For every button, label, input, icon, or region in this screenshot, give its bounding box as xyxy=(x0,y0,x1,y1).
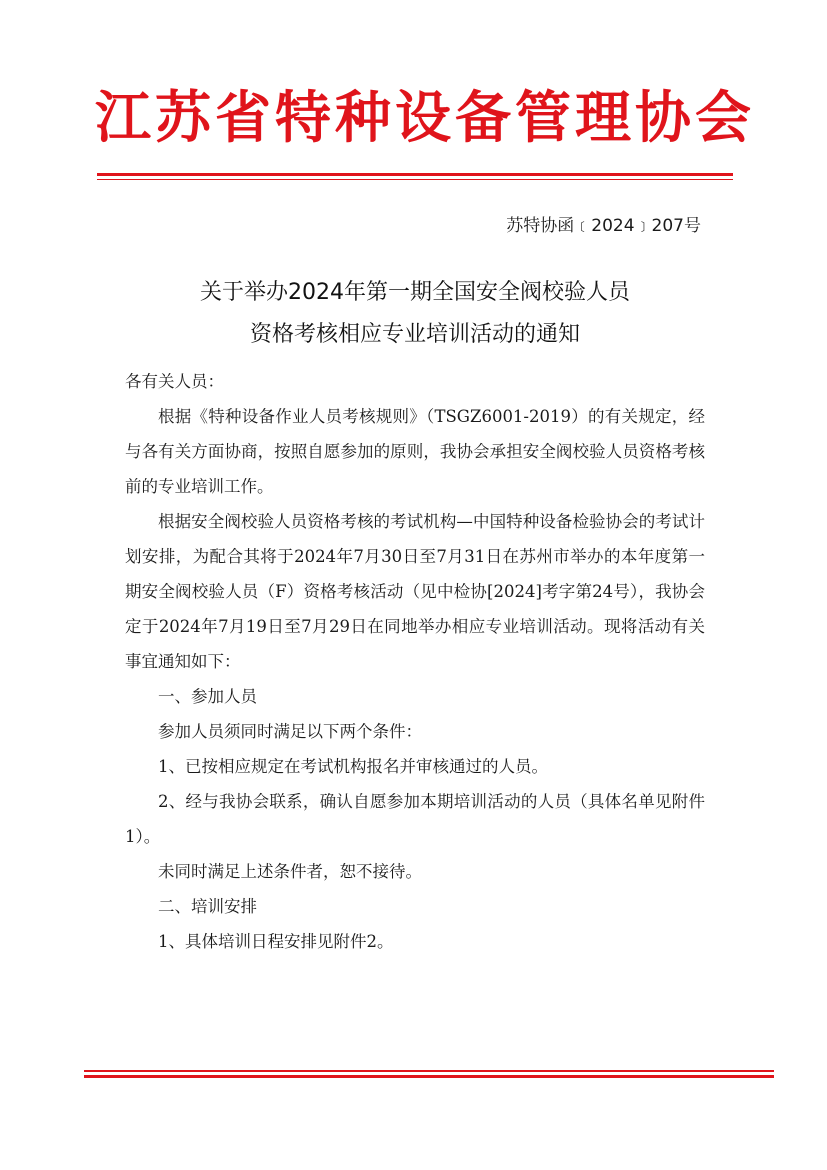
salutation: 各有关人员： xyxy=(125,372,224,391)
document-number: 苏特协函﹝2024﹞207号 xyxy=(506,216,701,236)
document-title-line-1: 关于举办2024年第一期全国安全阀校验人员 xyxy=(200,280,630,305)
section-2-item-1: 1、具体培训日程安排见附件2。 xyxy=(158,932,394,951)
footer-red-rule-thick xyxy=(84,1075,774,1078)
section-1-intro: 参加人员须同时满足以下两个条件： xyxy=(158,722,422,741)
section-1-note: 未同时满足上述条件者，恕不接待。 xyxy=(158,862,422,881)
paragraph-basis: 根据《特种设备作业人员考核规则》（TSGZ6001-2019）的有关规定，经与各有关方面协商，按照自愿参加的原则，我协会承担安全阀校验人员资格考核前的专业培训工作。 xyxy=(125,407,705,496)
section-1-heading: 一、参加人员 xyxy=(158,687,257,706)
section-1-item-2: 2、经与我协会联系，确认自愿参加本期培训活动的人员（具体名单见附件1）。 xyxy=(125,792,705,846)
document-title xyxy=(120,272,710,356)
paragraph-arrangement: 根据安全阀校验人员资格考核的考试机构—中国特种设备检验协会的考试计划安排，为配合其将于2024年7月30日至7月31日在苏州市举办的本年度第一期安全阀校验人员（F）资格考核活动（见中检协[2024]考字第24号），我协会定于2024年7月19日至7月29日在同地举办相应专业培训活动。现将活动有关事宜通知如下： xyxy=(125,512,705,671)
document-title-line-2: 资格考核相应专业培训活动的通知 xyxy=(249,322,580,347)
footer-red-rule-thin xyxy=(84,1070,774,1072)
letterhead-red-rule-thin xyxy=(97,179,733,180)
letterhead-red-rule-thick xyxy=(97,173,733,176)
section-1-item-1: 1、已按相应规定在考试机构报名并审核通过的人员。 xyxy=(158,757,548,776)
section-2-heading: 二、培训安排 xyxy=(158,897,257,916)
letterhead-org-name: 江苏省特种设备管理协会 xyxy=(95,85,755,151)
document-body xyxy=(125,364,705,959)
